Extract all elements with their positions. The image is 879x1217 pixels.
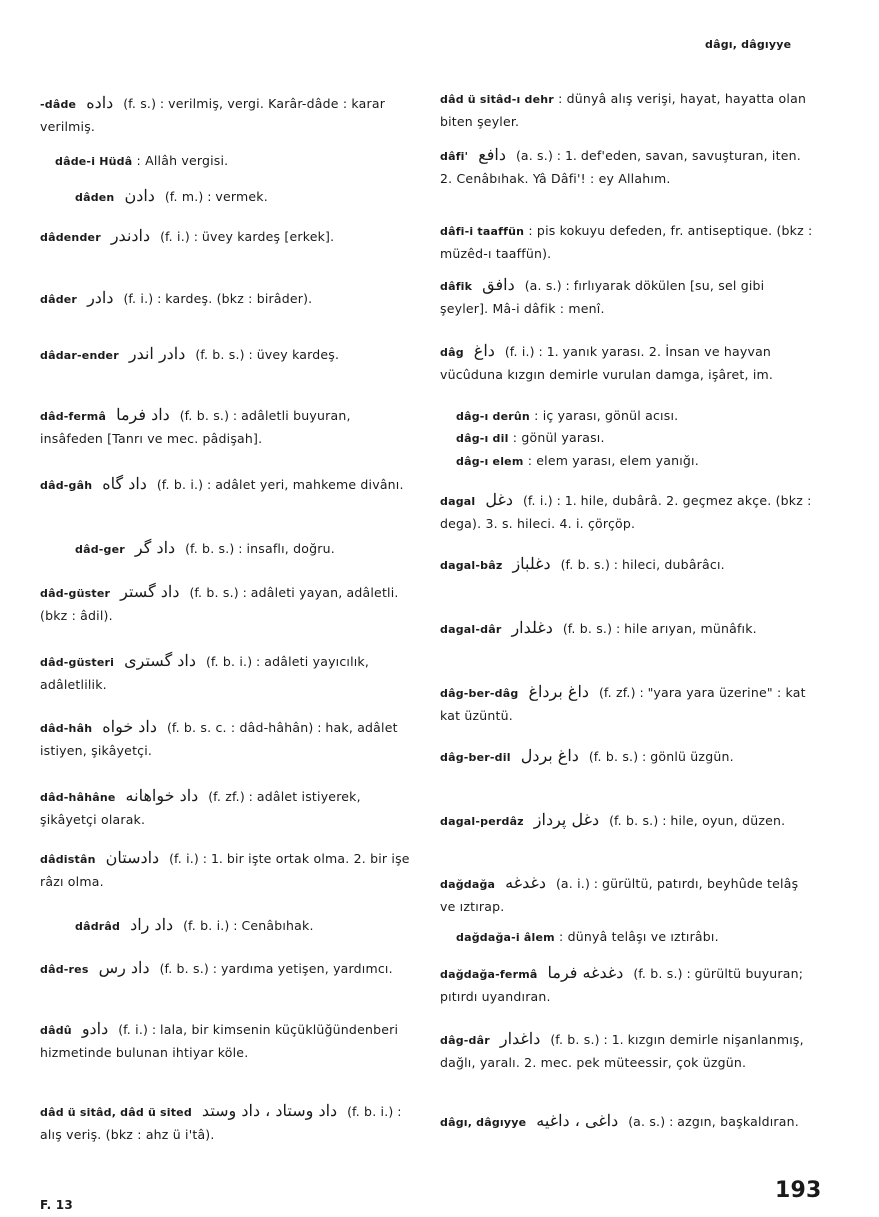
arabic-script: داد وستاد ، داد وستد — [201, 1101, 338, 1120]
headword: dâd-güster — [40, 587, 111, 600]
arabic-script: دادندر — [110, 226, 151, 245]
entry — [40, 92, 412, 138]
headword: dâdrâd — [75, 920, 121, 933]
arabic-script: داد گستری — [124, 651, 196, 670]
definition: (a. i.) : gürültü, patırdı, beyhûde telâş ve ıztırap. — [440, 876, 799, 914]
entry — [40, 343, 412, 367]
entry — [456, 427, 815, 450]
entry — [440, 1028, 815, 1074]
entry — [440, 220, 815, 265]
headword: dâder — [40, 293, 78, 306]
definition: (f. s.) : verilmiş, vergi. Karâr-dâde : karar verilmiş. — [40, 96, 386, 134]
definition: (f. b. s.) : gürültü buyuran; pıtırdı uyandıran. — [440, 966, 804, 1004]
definition: (a. s.) : azgın, başkaldıran. — [628, 1114, 799, 1129]
signature-mark: F. 13 — [40, 1198, 73, 1212]
entry — [440, 144, 815, 190]
definition: (f. i.) : 1. bir işte ortak olma. 2. bir işe râzı olma. — [40, 851, 410, 889]
entry — [55, 150, 412, 173]
entry — [440, 1110, 815, 1134]
headword: dâden — [75, 191, 115, 204]
arabic-script: دغل پرداز — [533, 810, 600, 829]
definition: (f. m.) : vermek. — [164, 189, 268, 204]
arabic-script: داد گاه — [102, 474, 147, 493]
definition: (f. b. s.) : yardıma yetişen, yardımcı. — [159, 961, 393, 976]
headword: dâdû — [40, 1024, 72, 1037]
arabic-script: دغلباز — [512, 554, 551, 573]
definition: : dünyâ alış verişi, hayat, hayatta olan biten şeyler. — [440, 91, 807, 129]
entry — [40, 847, 412, 893]
definition: (f. b. s.) : insaflı, doğru. — [185, 541, 335, 556]
entry — [40, 785, 412, 831]
arabic-script: داد فرما — [116, 405, 170, 424]
arabic-script: داغ بردل — [520, 746, 579, 765]
headword: dagal-dâr — [440, 623, 502, 636]
entry — [40, 1018, 412, 1064]
entry — [40, 404, 412, 450]
entry — [440, 872, 815, 918]
definition: (f. b. i.) : adâlet yeri, mahkeme divânı. — [156, 477, 404, 492]
headword: dağdağa-fermâ — [440, 968, 538, 981]
headword: dağdağa — [440, 878, 496, 891]
entry — [40, 225, 412, 249]
headword: dâg-ı dil — [456, 432, 509, 445]
arabic-script: داد گر — [134, 538, 176, 557]
headword: dâd-hâh — [40, 722, 93, 735]
headword: dâfi' — [440, 150, 469, 163]
entry — [40, 581, 412, 627]
entry — [75, 914, 412, 938]
definition: (f. b. i.) : adâleti yayıcılık, adâletlilik. — [40, 654, 370, 692]
headword: dâg-ber-dâg — [440, 687, 519, 700]
arabic-script: دافق — [482, 275, 515, 294]
arabic-script: داد خواهانه — [125, 786, 199, 805]
running-head: dâgı, dâgıyye — [705, 38, 792, 51]
entry — [440, 681, 815, 727]
entry — [440, 809, 815, 833]
definition: : iç yarası, gönül acısı. — [534, 408, 679, 423]
entry — [40, 1100, 412, 1146]
entry — [40, 287, 412, 311]
headword: dâd ü sitâd, dâd ü sited — [40, 1106, 192, 1119]
arabic-script: داد رس — [98, 958, 150, 977]
definition: (f. b. i.) : alış veriş. (bkz : ahz ü i'tâ). — [40, 1104, 402, 1142]
arabic-script: داد راد — [130, 915, 174, 934]
headword: dagal — [440, 495, 476, 508]
page-number: 193 — [775, 1178, 822, 1203]
definition: : dünyâ telâşı ve ıztırâbı. — [559, 929, 719, 944]
definition: (f. zf.) : "yara yara üzerine" : kat kat üzüntü. — [440, 685, 806, 723]
definition: (f. i.) : 1. hile, dubârâ. 2. geçmez akçe. (bkz : dega). 3. s. hileci. 4. i. çörçöp. — [440, 493, 812, 531]
arabic-script: داد گستر — [120, 582, 180, 601]
arabic-script: دغل — [485, 490, 513, 509]
arabic-script: دادر اندر — [128, 344, 186, 363]
headword: dagal-bâz — [440, 559, 503, 572]
headword: dâfik — [440, 280, 473, 293]
definition: (f. b. s.) : adâletli buyuran, insâfeden [Tanrı ve mec. pâdişah]. — [40, 408, 351, 446]
arabic-script: دادر — [87, 288, 114, 307]
definition: (f. i.) : kardeş. (bkz : birâder). — [123, 291, 313, 306]
arabic-script: داغ — [473, 341, 495, 360]
headword: dâd-hâhâne — [40, 791, 116, 804]
headword: dâdar-ender — [40, 349, 119, 362]
definition: (a. s.) : fırlıyarak dökülen [su, sel gibi şeyler]. Mâ-i dâfik : menî. — [440, 278, 765, 316]
headword: dâde-i Hüdâ — [55, 155, 133, 168]
headword: dâg-ı elem — [456, 455, 524, 468]
entry — [440, 340, 815, 386]
definition: : gönül yarası. — [512, 430, 605, 445]
entry — [456, 926, 815, 949]
headword: dâfi-i taaffün — [440, 225, 525, 238]
headword: dâg — [440, 346, 464, 359]
headword: dâd-güsteri — [40, 656, 115, 669]
entry — [456, 450, 815, 473]
definition: : elem yarası, elem yanığı. — [527, 453, 699, 468]
entry — [40, 957, 412, 981]
entry — [440, 962, 815, 1008]
arabic-script: دغدغه — [505, 873, 547, 892]
headword: dâdender — [40, 231, 101, 244]
definition: (f. b. s.) : hile arıyan, münâfık. — [562, 621, 757, 636]
arabic-script: دغدغه فرما — [547, 963, 624, 982]
entry — [440, 88, 815, 133]
definition: (f. i.) : üvey kardeş [erkek]. — [160, 229, 335, 244]
definition: : pis kokuyu defeden, fr. antiseptique. (bkz : müzêd-ı taaffün). — [440, 223, 813, 261]
headword: dâg-ber-dil — [440, 751, 511, 764]
entry — [440, 553, 815, 577]
headword: dâd-gâh — [40, 479, 93, 492]
headword: dâd ü sitâd-ı dehr — [440, 93, 554, 106]
entry — [75, 185, 412, 209]
entry — [440, 489, 815, 535]
definition: (f. zf.) : adâlet istiyerek, şikâyetçi olarak. — [40, 789, 361, 827]
headword: -dâde — [40, 98, 77, 111]
entry — [40, 650, 412, 696]
headword: dağdağa-i âlem — [456, 931, 555, 944]
definition: (f. b. i.) : Cenâbıhak. — [183, 918, 314, 933]
definition: : Allâh vergisi. — [136, 153, 229, 168]
definition: (f. b. s.) : gönlü üzgün. — [588, 749, 734, 764]
arabic-script: دغلدار — [511, 618, 553, 637]
arabic-script: داغدار — [499, 1029, 541, 1048]
headword: dâg-ı derûn — [456, 410, 530, 423]
headword: dâg-dâr — [440, 1034, 490, 1047]
definition: (f. b. s.) : adâleti yayan, adâletli. (bkz : âdil). — [40, 585, 399, 623]
arabic-script: داغ برداغ — [528, 682, 590, 701]
entry — [440, 745, 815, 769]
entry — [40, 473, 412, 497]
entry — [40, 716, 412, 762]
entry — [456, 405, 815, 428]
definition: (f. b. s. c. : dâd-hâhân) : hak, adâlet istiyen, şikâyetçi. — [40, 720, 398, 758]
headword: dâdistân — [40, 853, 96, 866]
definition: (f. b. s.) : hile, oyun, düzen. — [609, 813, 786, 828]
arabic-script: دادستان — [105, 848, 160, 867]
definition: (a. s.) : 1. def'eden, savan, savuşturan, iten. 2. Cenâbıhak. Yâ Dâfi'! : ey Allahım. — [440, 148, 801, 186]
headword: dagal-perdâz — [440, 815, 524, 828]
entry — [440, 274, 815, 320]
arabic-script: دادن — [124, 186, 155, 205]
definition: (f. b. s.) : 1. kızgın demirle nişanlanmış, dağlı, yaralı. 2. mec. pek müteessir, çok üzgün. — [440, 1032, 804, 1070]
arabic-script: دادو — [81, 1019, 109, 1038]
headword: dâd-res — [40, 963, 89, 976]
arabic-script: داد خواه — [102, 717, 157, 736]
arabic-script: دافع — [478, 145, 506, 164]
definition: (f. i.) : lala, bir kimsenin küçüklüğündenberi hizmetinde bulunan ihtiyar köle. — [40, 1022, 399, 1060]
definition: (f. i.) : 1. yanık yarası. 2. İnsan ve hayvan vücûduna kızgın demirle vurulan damga, işâret, im. — [440, 344, 774, 382]
entry — [75, 537, 412, 561]
arabic-script: داده — [86, 93, 114, 112]
definition: (f. b. s.) : üvey kardeş. — [195, 347, 340, 362]
arabic-script: داغی ، داغیه — [536, 1111, 619, 1130]
headword: dâd-fermâ — [40, 410, 107, 423]
headword: dâd-ger — [75, 543, 125, 556]
entry — [440, 617, 815, 641]
headword: dâgı, dâgıyye — [440, 1116, 527, 1129]
definition: (f. b. s.) : hileci, dubârâcı. — [560, 557, 725, 572]
